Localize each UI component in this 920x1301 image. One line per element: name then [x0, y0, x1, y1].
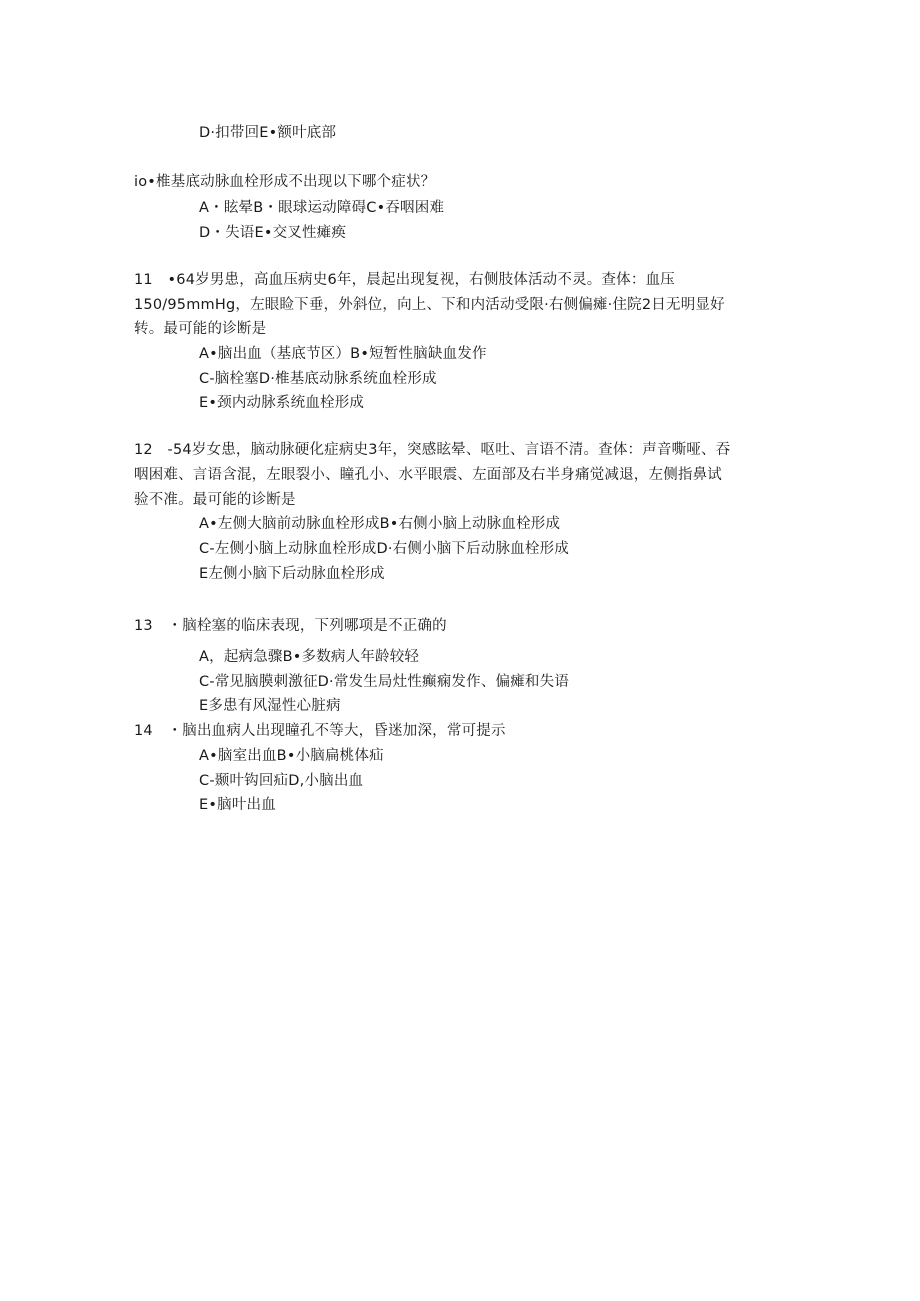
q10-stem: io•椎基底动脉血栓形成不出现以下哪个症状？ — [134, 174, 436, 190]
q11-stem-line3: 转。最可能的诊断是 — [134, 321, 267, 337]
q11-stem-line2: 150/95mmHg，左眼睑下垂，外斜位，向上、下和内活动受限·右侧偏瘫·住院2日无明显好 — [134, 297, 725, 313]
q12-option-e: E左侧小脑下后动脉血栓形成 — [199, 566, 385, 582]
q13-option-e: E多患有风湿性心脏病 — [199, 698, 341, 714]
q12-stem-line3: 验不准。最可能的诊断是 — [134, 492, 296, 508]
q12-option-cd: C-左侧小脑上动脉血栓形成D·右侧小脑下后动脉血栓形成 — [199, 541, 570, 557]
q10-option-de: D・失语E•交叉性瘫痪 — [199, 225, 347, 241]
q12-option-ab: A•左侧大脑前动脉血栓形成B•右侧小脑上动脉血栓形成 — [199, 516, 561, 532]
q11-option-cd: C-脑栓塞D·椎基底动脉系统血栓形成 — [199, 371, 437, 387]
q9-option-de: D·扣带回E•额叶底部 — [199, 125, 337, 141]
q14-stem: 14 ・脑出血病人出现瞳孔不等大，昏迷加深，常可提示 — [134, 723, 506, 739]
q11-stem-line1: 11 •64岁男患，高血压病史6年，晨起出现复视，右侧肢体活动不灵。查体：血压 — [134, 272, 675, 288]
q12-stem-line1: 12 -54岁女患，脑动脉硬化症病史3年，突感眩晕、呕吐、言语不清。查体：声音嘶哑、吞 — [134, 442, 731, 458]
q14-option-e: E•脑叶出血 — [199, 797, 276, 813]
q14-option-ab: A•脑室出血B•小脑扁桃体疝 — [199, 748, 384, 764]
q12-stem-line2: 咽困难、言语含混，左眼裂小、瞳孔小、水平眼震、左面部及右半身痛觉减退，左侧指鼻试 — [134, 467, 722, 483]
q13-option-cd: C-常见脑膜刺激征D·常发生局灶性癫痫发作、偏瘫和失语 — [199, 674, 570, 690]
q14-option-cd: C-颞叶钩回疝D,小脑出血 — [199, 773, 364, 789]
q11-option-e: E•颈内动脉系统血栓形成 — [199, 395, 365, 411]
q13-option-ab: A，起病急骤B•多数病人年龄较轻 — [199, 649, 420, 665]
q10-option-abc: A・眩晕B・眼球运动障碍C•吞咽困难 — [199, 200, 445, 216]
q13-stem: 13 ・脑栓塞的临床表现，下列哪项是不正确的 — [134, 618, 447, 634]
q11-option-ab: A•脑出血（基底节区）B•短暂性脑缺血发作 — [199, 346, 487, 362]
